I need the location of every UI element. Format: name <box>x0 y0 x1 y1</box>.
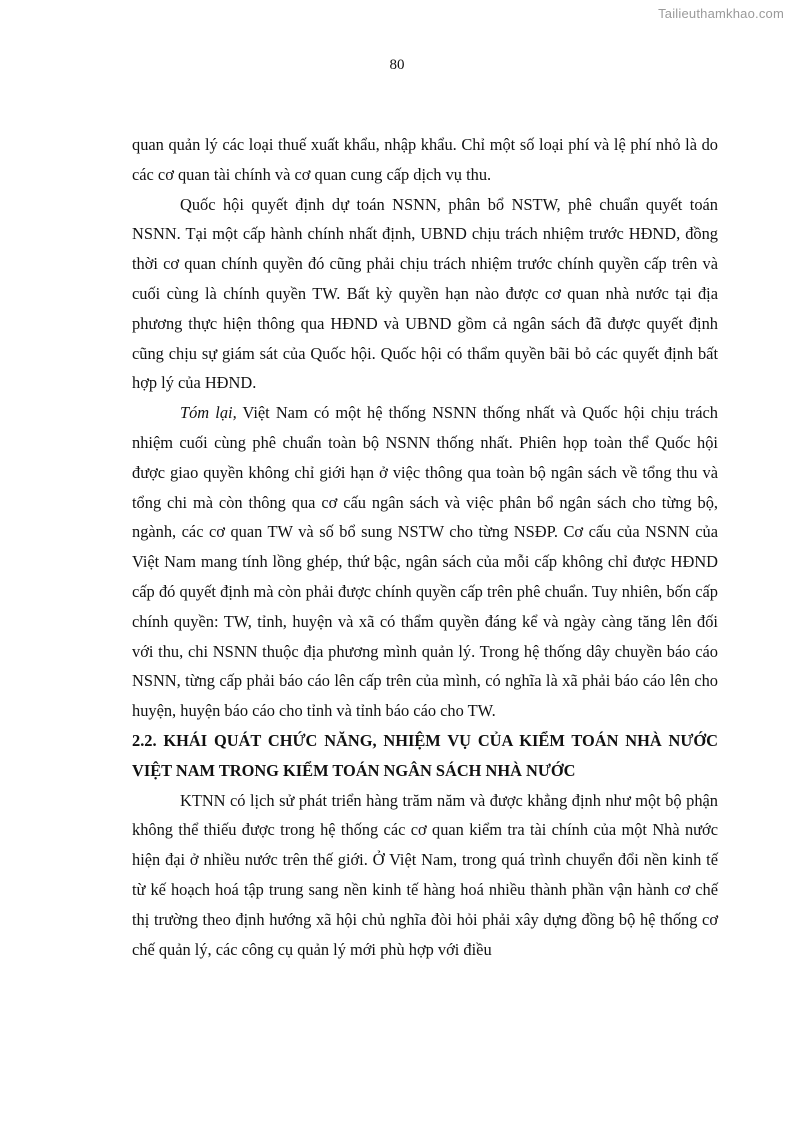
summary-lead-italic: Tóm lại, <box>180 403 237 423</box>
paragraph-summary <box>132 398 718 726</box>
document-body <box>132 130 718 964</box>
paragraph-continuation: quan quản lý các loại thuế xuất khẩu, nhập khẩu. Chỉ một số loại phí và lệ phí nhỏ là do các cơ quan tài chính và cơ quan cung cấp dịch vụ thu. <box>132 135 718 184</box>
paragraph-national-assembly: Quốc hội quyết định dự toán NSNN, phân bổ NSTW, phê chuẩn quyết toán NSNN. Tại một cấp hành chính nhất định, UBND chịu trách nhiệm trước HĐND, đồng thời cơ quan chính quyền đó cũng phải chịu trách nhiệm trước chính quyền cấp trên và cuối cùng là chính quyền TW. Bất kỳ quyền hạn nào được cơ quan nhà nước tại địa phương thực hiện thông qua HĐND và UBND gồm cả ngân sách đã được quyết định cũng chịu sự giám sát của Quốc hội. Quốc hội có thẩm quyền bãi bỏ các quyết định bất hợp lý của HĐND. <box>132 194 718 393</box>
paragraph-ktnn-history: KTNN có lịch sử phát triển hàng trăm năm và được khẳng định như một bộ phận không thể thiếu được trong hệ thống các cơ quan kiểm tra tài chính của một Nhà nước hiện đại ở nhiều nước trên thế giới. Ở Việt Nam, trong quá trình chuyển đổi nền kinh tế từ kế hoạch hoá tập trung sang nền kinh tế hàng hoá nhiều thành phần vận hành cơ chế thị trường theo định hướng xã hội chủ nghĩa đòi hỏi phải xây dựng đồng bộ hệ thống cơ chế quản lý, các công cụ quản lý mới phù hợp với điều <box>132 790 718 959</box>
section-heading: 2.2. KHÁI QUÁT CHỨC NĂNG, NHIỆM VỤ CỦA KIỂM TOÁN NHÀ NƯỚC VIỆT NAM TRONG KIỂM TOÁN NGÂN SÁCH NHÀ NƯỚC <box>132 730 718 780</box>
page-number: 80 <box>389 57 405 73</box>
summary-body: Việt Nam có một hệ thống NSNN thống nhất và Quốc hội chịu trách nhiệm cuối cùng phê chuẩn toàn bộ NSNN thống nhất. Phiên họp toàn thể Quốc hội được giao quyền không chỉ giới hạn ở việc thông qua toàn bộ ngân sách về tổng thu và tổng chi mà còn thông qua cơ cấu ngân sách và việc phân bổ ngân sách cho từng bộ, ngành, các cơ quan TW và số bổ sung NSTW cho từng NSĐP. Cơ cấu của NSNN của Việt Nam mang tính lồng ghép, thứ bậc, ngân sách của mỗi cấp không chỉ được HĐND cấp đó quyết định mà còn phải được chính quyền cấp trên phê chuẩn. Tuy nhiên, bốn cấp chính quyền: TW, tỉnh, huyện và xã có thẩm quyền đáng kể và ngày càng tăng lên đối với thu, chi NSNN thuộc địa phương mình quản lý. Trong hệ thống dây chuyền báo cáo NSNN, từng cấp phải báo cáo lên cấp trên của mình, có nghĩa là xã phải báo cáo lên cho huyện, huyện báo cáo cho tỉnh và tỉnh báo cáo cho TW. <box>132 403 718 721</box>
watermark-text: Tailieuthamkhao.com <box>658 6 784 21</box>
